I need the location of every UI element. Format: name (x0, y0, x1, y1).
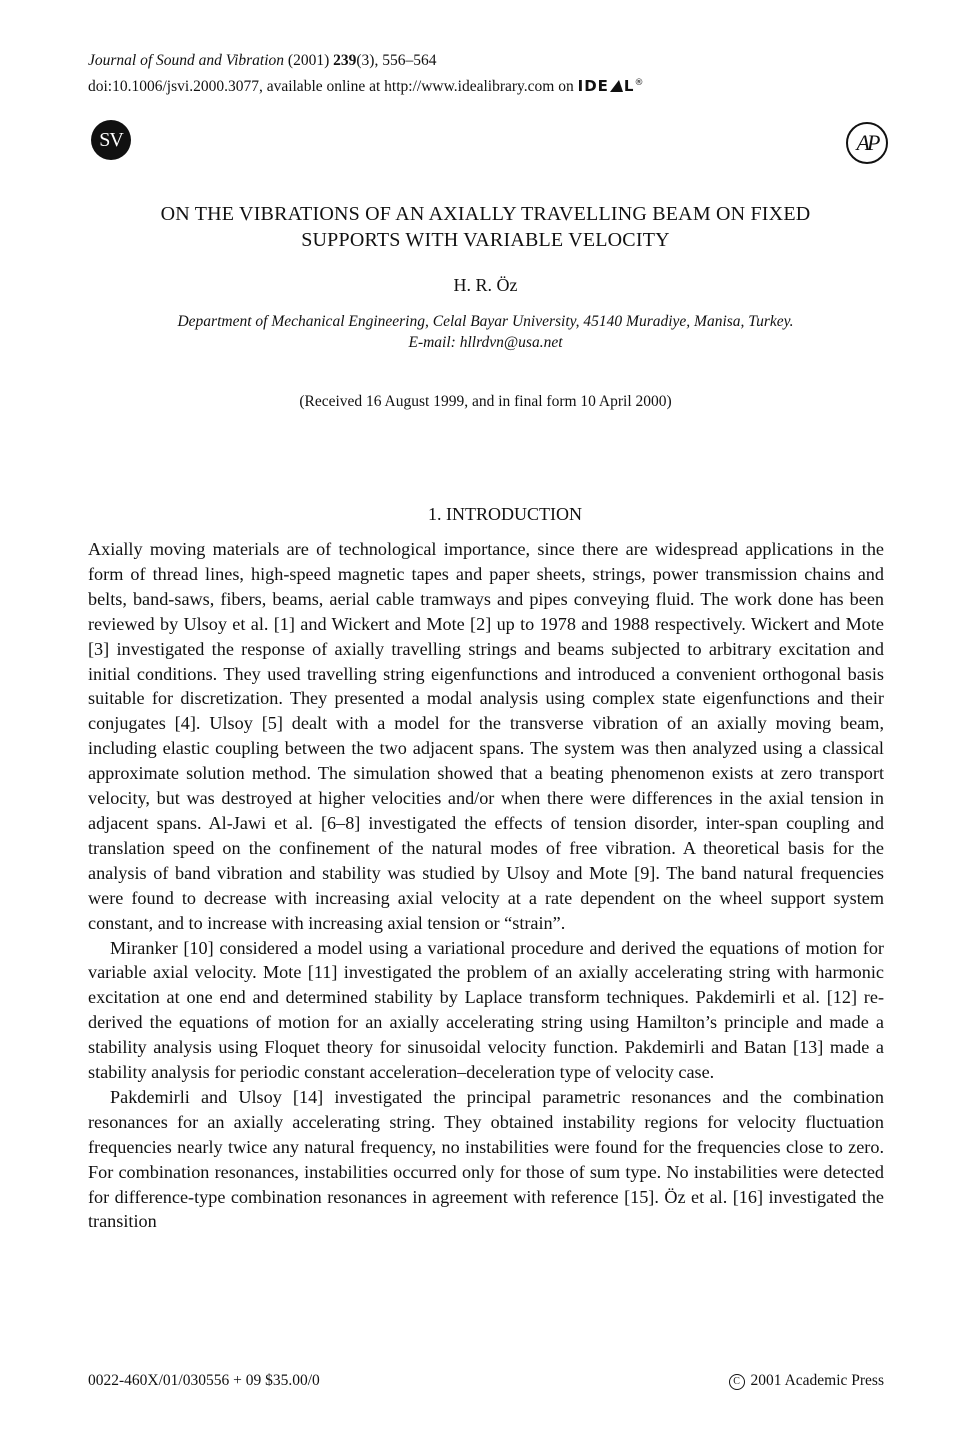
paragraph: Miranker [10] considered a model using a variational procedure and derived the equations of motion for variable axial velocity. Mote [11] investigated the problem of an axially accelerating string with harmonic excitation at one end and determined stability by Laplace transform techniques. Pakdemirli et al. [12] re-derived the equations of motion for an axially accelerating string using Hamilton’s principle and made a stability analysis using Floquet theory for sinusoidal velocity function. Pakdemirli and Batan [13] made a stability analysis for periodic constant acceleration–deceleration type of velocity case. (88, 937, 884, 1083)
ap-publisher-logo (846, 122, 888, 164)
journal-name: Journal of Sound and Vibration (88, 52, 285, 69)
section-heading: 1. INTRODUCTION (428, 504, 582, 524)
received-dates: (Received 16 August 1999, and in final form 10 April 2000) (299, 393, 672, 410)
sail-icon (610, 80, 623, 92)
journal-issue-pages: (3), 556–564 (356, 52, 437, 69)
paragraph: Pakdemirli and Ulsoy [14] investigated the principal parametric resonances and the combination resonances for an axially accelerating string. They obtained instability regions for velocity fluctuation frequencies nearly twice any natural frequency, no instabilities were found for the frequencies close to zero. For combination resonances, instabilities occurred only for those of sum type. No instabilities were detected for difference-type combination resonances in agreement with reference [15]. Öz et al. [16] investigated the transition (88, 1086, 884, 1232)
sv-logo-text: SV (99, 129, 123, 151)
footer-publisher: 2001 Academic Press (750, 1372, 884, 1389)
doi-line (88, 73, 644, 97)
article-title-line-1: ON THE VIBRATIONS OF AN AXIALLY TRAVELLING BEAM ON FIXED (160, 203, 811, 225)
copyright-icon: C (729, 1374, 745, 1390)
author-name: H. R. Öz (453, 275, 518, 295)
doi-text: doi:10.1006/jsvi.2000.3077, available online at http://www.idealibrary.com on (88, 78, 574, 95)
article-title-line-2: SUPPORTS WITH VARIABLE VELOCITY (301, 229, 670, 251)
journal-volume: 239 (333, 52, 357, 69)
author-affiliation: Department of Mechanical Engineering, Celal Bayar University, 45140 Muradiye, Manisa, Turkey. (177, 313, 794, 330)
journal-citation (88, 51, 436, 71)
paragraph: Axially moving materials are of technological importance, since there are widespread applications in the form of thread lines, high-speed magnetic tapes and paper sheets, strings, power transmission chains and belts, band-saws, fibers, beams, aerial cable tramways and pipes conveying fluid. The work done has been reviewed by Ulsoy et al. [1] and Wickert and Mote [2] up to 1978 and 1988 respectively. Wickert and Mote [3] investigated the response of axially travelling strings and beams subjected to arbitrary excitation and initial conditions. They used travelling string eigenfunctions and introduced a convenient orthogonal basis suitable for discretization. They presented a modal analysis using complex state eigenfunctions and their conjugates [4]. Ulsoy [5] dealt with a model for the transverse vibration of an axially moving beam, including elastic coupling between the two adjacent spans. The system was then analyzed using a classical approximate solution method. The simulation showed that a beating phenomenon exists at zero transport velocity, but was destroyed at higher velocities and/or when there were differences in the axial tension in adjacent spans. Al-Jawi et al. [6–8] investigated the effects of tension disorder, inter-span coupling and translation speed on the confinement of the natural modes of free vibration. A theoretical basis for the analysis of band vibration and stability was studied by Ulsoy and Mote [9]. The band natural frequencies were found to decrease with increasing axial velocity at a rate dependent on the wheel support system constant, and to increase with increasing axial tension or “strain”. (88, 539, 884, 933)
ap-logo-text: AP (856, 130, 878, 155)
footer-copyright (729, 1372, 884, 1390)
journal-year: (2001) (287, 52, 330, 69)
sv-publisher-logo (91, 120, 131, 160)
ideal-logo: IDE L® (577, 77, 645, 95)
footer-article-code: 0022-460X/01/030556 + 09 $35.00/0 (88, 1372, 320, 1389)
author-email: E-mail: hllrdvn@usa.net (408, 334, 563, 351)
body-text (88, 537, 884, 1234)
